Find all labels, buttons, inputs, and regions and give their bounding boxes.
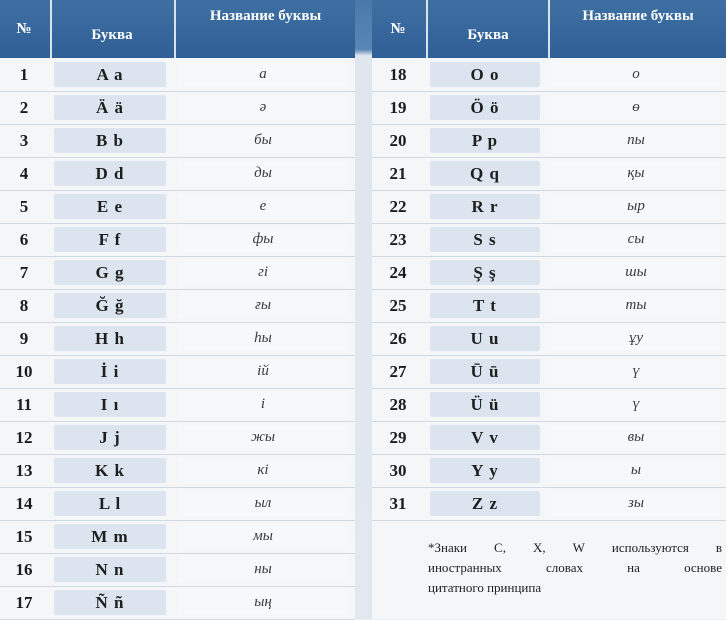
- footnote-word: используются: [611, 540, 689, 555]
- row-number: 24: [389, 262, 407, 282]
- letter-cell: P p: [430, 128, 540, 153]
- footnote-word: иностранных: [428, 560, 502, 575]
- table-row: [0, 190, 355, 224]
- letter-name-cell: ны: [178, 557, 348, 582]
- letter-cell: Ü ü: [430, 392, 540, 417]
- letter-name-cell: ө: [552, 95, 720, 120]
- letter-cell: V v: [430, 425, 540, 450]
- letter-name-cell: пы: [552, 128, 720, 153]
- letter-cell: Z z: [430, 491, 540, 516]
- letter-name-cell: шы: [552, 260, 720, 285]
- letter-name-cell: һы: [178, 326, 348, 351]
- table-row: [0, 520, 355, 554]
- letter-name-cell: ү: [552, 359, 720, 384]
- table-row: [372, 58, 726, 92]
- letter-cell: E e: [54, 194, 166, 219]
- row-number: 1: [19, 64, 29, 84]
- row-number: 29: [389, 427, 407, 447]
- table-row: [0, 421, 355, 455]
- table-row: [372, 124, 726, 158]
- footnote-word: С,: [494, 540, 506, 555]
- letter-cell: Q q: [430, 161, 540, 186]
- table-row: [0, 322, 355, 356]
- row-number: 28: [389, 394, 407, 414]
- letter-name-cell: ə: [178, 95, 348, 120]
- footnote-line: цитатного принципа: [428, 580, 542, 595]
- letter-cell: Y y: [430, 458, 540, 483]
- left-table-header: [0, 0, 355, 58]
- header-letter-name: Название буквы: [582, 8, 694, 24]
- letter-cell: H h: [54, 326, 166, 351]
- table-row: [372, 289, 726, 323]
- letter-name-cell: ың: [178, 590, 348, 615]
- letter-name-cell: сы: [552, 227, 720, 252]
- letter-cell: M m: [54, 524, 166, 549]
- table-row: [0, 289, 355, 323]
- letter-cell: B b: [54, 128, 166, 153]
- footnote-line: [428, 558, 722, 578]
- table-row: [0, 355, 355, 389]
- table-row: [0, 454, 355, 488]
- row-number: 12: [15, 427, 33, 447]
- letter-name-cell: ій: [178, 359, 348, 384]
- header-letter-name: Название буквы: [209, 8, 322, 24]
- letter-cell: Ö ö: [430, 95, 540, 120]
- table-row: [372, 487, 726, 521]
- footnote-word: X,: [532, 540, 546, 555]
- table-row: [372, 388, 726, 422]
- letter-name-cell: кі: [178, 458, 348, 483]
- letter-name-cell: фы: [178, 227, 348, 252]
- row-number: 3: [19, 130, 29, 150]
- table-row: [0, 58, 355, 92]
- letter-name-cell: а: [178, 62, 348, 87]
- letter-cell: T t: [430, 293, 540, 318]
- letter-cell: O o: [430, 62, 540, 87]
- letter-cell: Ä ä: [54, 95, 166, 120]
- letter-name-cell: е: [178, 194, 348, 219]
- letter-cell: I ı: [54, 392, 166, 417]
- header-letter: Буква: [467, 26, 509, 43]
- table-row: [0, 256, 355, 290]
- footnote-word: *Знаки: [428, 540, 468, 555]
- letter-cell: Ñ ñ: [54, 590, 166, 615]
- letter-name-cell: гі: [178, 260, 348, 285]
- row-number: 16: [15, 559, 33, 579]
- row-number: 11: [15, 394, 33, 414]
- table-row: [0, 124, 355, 158]
- row-number: 19: [389, 97, 407, 117]
- row-number: 18: [389, 64, 407, 84]
- letter-cell: S s: [430, 227, 540, 252]
- right-table: [372, 0, 726, 619]
- letter-name-cell: ғы: [178, 293, 348, 318]
- table-row: [0, 157, 355, 191]
- row-number: 23: [389, 229, 407, 249]
- table-row: [372, 421, 726, 455]
- row-number: 15: [15, 526, 33, 546]
- table-row: [0, 91, 355, 125]
- letter-name-cell: ыр: [552, 194, 720, 219]
- letter-cell: Ş ş: [430, 260, 540, 285]
- table-row: [372, 190, 726, 224]
- table-row: [0, 388, 355, 422]
- table-row: [372, 157, 726, 191]
- row-number: 21: [389, 163, 407, 183]
- row-number: 9: [19, 328, 29, 348]
- footnote-word: основе: [684, 560, 722, 575]
- letter-name-cell: ды: [178, 161, 348, 186]
- letter-cell: J j: [54, 425, 166, 450]
- row-number: 26: [389, 328, 407, 348]
- table-row: [0, 586, 355, 620]
- letter-cell: A a: [54, 62, 166, 87]
- letter-cell: İ i: [54, 359, 166, 384]
- letter-cell: L l: [54, 491, 166, 516]
- left-table: [0, 0, 355, 619]
- letter-cell: Ū ū: [430, 359, 540, 384]
- header-number: №: [16, 20, 32, 37]
- table-row: [0, 553, 355, 587]
- letter-name-cell: ыл: [178, 491, 348, 516]
- table-row: [0, 223, 355, 257]
- table-row: [372, 322, 726, 356]
- letter-name-cell: мы: [178, 524, 348, 549]
- row-number: 8: [19, 295, 29, 315]
- letter-cell: G g: [54, 260, 166, 285]
- letter-name-cell: вы: [552, 425, 720, 450]
- row-number: 17: [15, 592, 33, 612]
- footnote-word: на: [627, 560, 640, 575]
- table-row: [372, 355, 726, 389]
- table-row: [372, 454, 726, 488]
- header-number: №: [390, 20, 406, 37]
- row-number: 20: [389, 130, 407, 150]
- column-gap: [355, 0, 372, 619]
- row-number: 25: [389, 295, 407, 315]
- row-number: 31: [389, 493, 407, 513]
- footnote-word: словах: [545, 560, 583, 575]
- footnote-line: [428, 538, 722, 558]
- row-number: 4: [19, 163, 29, 183]
- header-letter: Буква: [91, 26, 133, 43]
- letter-name-cell: ұу: [552, 326, 720, 351]
- row-number: 7: [19, 262, 29, 282]
- table-row: [372, 223, 726, 257]
- table-row: [372, 256, 726, 290]
- row-number: 30: [389, 460, 407, 480]
- row-number: 22: [389, 196, 407, 216]
- letter-cell: D d: [54, 161, 166, 186]
- letter-name-cell: ты: [552, 293, 720, 318]
- row-number: 10: [15, 361, 33, 381]
- letter-name-cell: о: [552, 62, 720, 87]
- right-table-header: [372, 0, 726, 58]
- row-number: 6: [19, 229, 29, 249]
- table-row: [372, 91, 726, 125]
- letter-name-cell: ы: [552, 458, 720, 483]
- row-number: 14: [15, 493, 33, 513]
- letter-name-cell: қы: [552, 161, 720, 186]
- letter-cell: Ğ ğ: [54, 293, 166, 318]
- letter-cell: N n: [54, 557, 166, 582]
- row-number: 5: [19, 196, 29, 216]
- letter-name-cell: зы: [552, 491, 720, 516]
- letter-cell: U u: [430, 326, 540, 351]
- table-row: [0, 487, 355, 521]
- footnote-word: в: [715, 540, 722, 555]
- letter-name-cell: бы: [178, 128, 348, 153]
- row-number: 13: [15, 460, 33, 480]
- letter-name-cell: жы: [178, 425, 348, 450]
- footnote: [428, 538, 722, 598]
- letter-name-cell: і: [178, 392, 348, 417]
- footnote-word: W: [572, 540, 585, 555]
- letter-cell: K k: [54, 458, 166, 483]
- letter-cell: F f: [54, 227, 166, 252]
- letter-cell: R r: [430, 194, 540, 219]
- letter-name-cell: ү: [552, 392, 720, 417]
- row-number: 2: [19, 97, 29, 117]
- row-number: 27: [389, 361, 407, 381]
